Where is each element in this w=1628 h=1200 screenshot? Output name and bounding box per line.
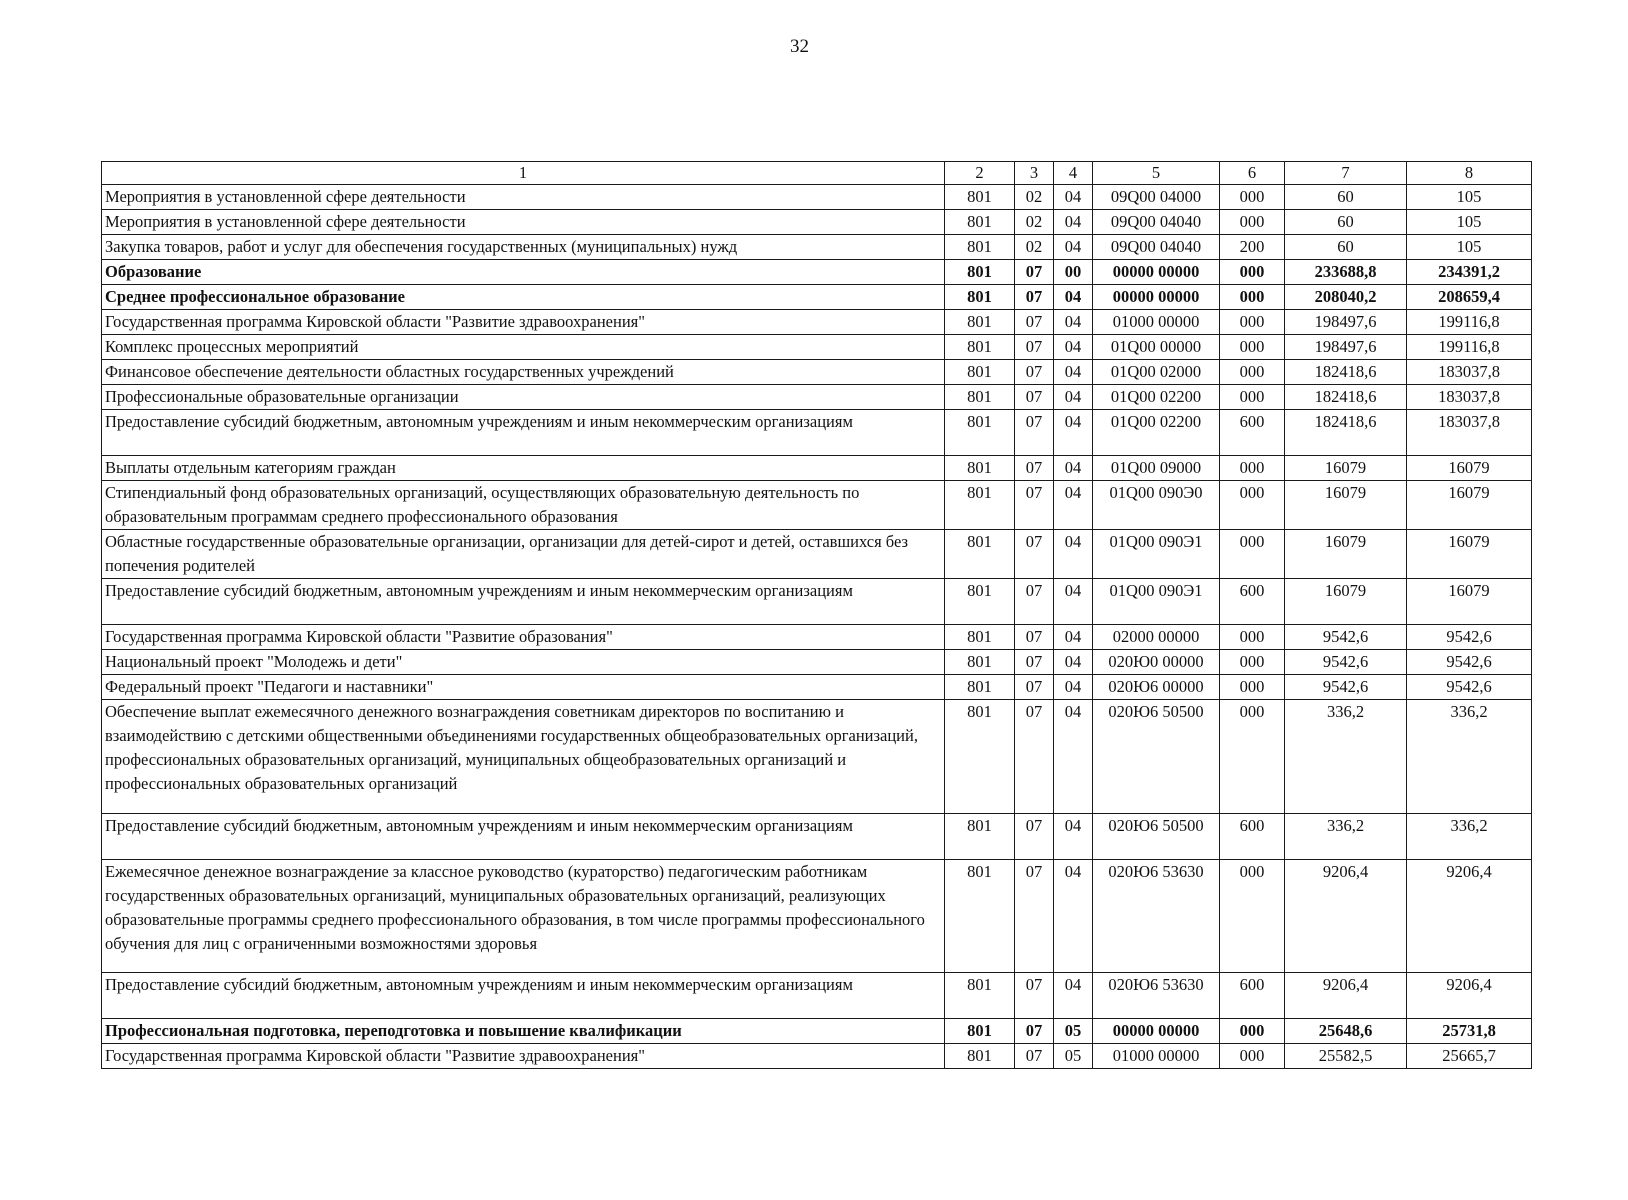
code-subsection-cell: 04 <box>1054 700 1093 814</box>
code-expense-type-cell: 000 <box>1220 530 1285 579</box>
code-subsection-cell: 04 <box>1054 625 1093 650</box>
amount-year1-cell: 9206,4 <box>1285 973 1407 1019</box>
code-subsection-cell: 04 <box>1054 675 1093 700</box>
amount-year1-cell: 60 <box>1285 235 1407 260</box>
code-expense-type-cell: 600 <box>1220 410 1285 456</box>
amount-year2-cell: 9542,6 <box>1407 675 1532 700</box>
amount-year2-cell: 16079 <box>1407 481 1532 530</box>
amount-year2-cell: 234391,2 <box>1407 260 1532 285</box>
code-expense-type-cell: 000 <box>1220 285 1285 310</box>
row-name-cell: Национальный проект "Молодежь и дети" <box>102 650 945 675</box>
code-ministry-cell: 801 <box>945 410 1015 456</box>
row-name-cell: Государственная программа Кировской области "Развитие образования" <box>102 625 945 650</box>
header-cell: 1 <box>102 162 945 185</box>
amount-year1-cell: 198497,6 <box>1285 310 1407 335</box>
amount-year1-cell: 60 <box>1285 210 1407 235</box>
table-row <box>102 260 1532 285</box>
amount-year1-cell: 182418,6 <box>1285 385 1407 410</box>
code-section-cell: 07 <box>1015 335 1054 360</box>
row-name-cell: Стипендиальный фонд образовательных организаций, осуществляющих образовательную деятельность по образовательным программам среднего профессионального образования <box>102 481 945 530</box>
code-target-cell: 09Q00 04040 <box>1093 235 1220 260</box>
amount-year2-cell: 9542,6 <box>1407 625 1532 650</box>
table-row <box>102 1044 1532 1069</box>
code-ministry-cell: 801 <box>945 260 1015 285</box>
code-expense-type-cell: 000 <box>1220 1044 1285 1069</box>
code-target-cell: 020Ю6 00000 <box>1093 675 1220 700</box>
table-row <box>102 335 1532 360</box>
table-row <box>102 700 1532 814</box>
code-expense-type-cell: 600 <box>1220 579 1285 625</box>
code-ministry-cell: 801 <box>945 700 1015 814</box>
amount-year2-cell: 336,2 <box>1407 700 1532 814</box>
table-row <box>102 185 1532 210</box>
code-section-cell: 07 <box>1015 675 1054 700</box>
code-expense-type-cell: 000 <box>1220 260 1285 285</box>
amount-year1-cell: 233688,8 <box>1285 260 1407 285</box>
code-section-cell: 07 <box>1015 410 1054 456</box>
amount-year2-cell: 183037,8 <box>1407 410 1532 456</box>
code-ministry-cell: 801 <box>945 973 1015 1019</box>
code-target-cell: 01000 00000 <box>1093 1044 1220 1069</box>
code-target-cell: 01Q00 00000 <box>1093 335 1220 360</box>
amount-year1-cell: 60 <box>1285 185 1407 210</box>
amount-year2-cell: 105 <box>1407 185 1532 210</box>
table-row <box>102 1019 1532 1044</box>
code-target-cell: 00000 00000 <box>1093 285 1220 310</box>
header-cell: 7 <box>1285 162 1407 185</box>
amount-year2-cell: 199116,8 <box>1407 310 1532 335</box>
code-subsection-cell: 04 <box>1054 360 1093 385</box>
code-target-cell: 01Q00 02200 <box>1093 410 1220 456</box>
code-subsection-cell: 04 <box>1054 210 1093 235</box>
header-cell: 8 <box>1407 162 1532 185</box>
code-section-cell: 07 <box>1015 813 1054 859</box>
amount-year1-cell: 25648,6 <box>1285 1019 1407 1044</box>
code-expense-type-cell: 000 <box>1220 1019 1285 1044</box>
amount-year2-cell: 9542,6 <box>1407 650 1532 675</box>
code-target-cell: 020Ю6 50500 <box>1093 813 1220 859</box>
code-ministry-cell: 801 <box>945 1044 1015 1069</box>
code-ministry-cell: 801 <box>945 310 1015 335</box>
table-row <box>102 481 1532 530</box>
code-expense-type-cell: 000 <box>1220 650 1285 675</box>
code-section-cell: 07 <box>1015 360 1054 385</box>
code-ministry-cell: 801 <box>945 1019 1015 1044</box>
row-name-cell: Областные государственные образовательные организации, организации для детей-сирот и детей, оставшихся без попечения родителей <box>102 530 945 579</box>
code-section-cell: 07 <box>1015 1019 1054 1044</box>
page-number: 32 <box>790 36 809 57</box>
amount-year1-cell: 9542,6 <box>1285 625 1407 650</box>
row-name-cell: Государственная программа Кировской области "Развитие здравоохранения" <box>102 310 945 335</box>
code-section-cell: 02 <box>1015 185 1054 210</box>
code-section-cell: 07 <box>1015 260 1054 285</box>
row-name-cell: Профессиональные образовательные организации <box>102 385 945 410</box>
code-ministry-cell: 801 <box>945 650 1015 675</box>
code-expense-type-cell: 000 <box>1220 625 1285 650</box>
code-expense-type-cell: 000 <box>1220 310 1285 335</box>
amount-year2-cell: 25731,8 <box>1407 1019 1532 1044</box>
row-name-cell: Государственная программа Кировской области "Развитие здравоохранения" <box>102 1044 945 1069</box>
table-header-row <box>102 162 1532 185</box>
row-name-cell: Федеральный проект "Педагоги и наставники" <box>102 675 945 700</box>
table-row <box>102 650 1532 675</box>
amount-year1-cell: 9542,6 <box>1285 675 1407 700</box>
code-target-cell: 01Q00 02000 <box>1093 360 1220 385</box>
amount-year1-cell: 25582,5 <box>1285 1044 1407 1069</box>
code-section-cell: 07 <box>1015 579 1054 625</box>
code-subsection-cell: 04 <box>1054 973 1093 1019</box>
table-row <box>102 285 1532 310</box>
code-expense-type-cell: 200 <box>1220 235 1285 260</box>
row-name-cell: Выплаты отдельным категориям граждан <box>102 456 945 481</box>
code-target-cell: 09Q00 04040 <box>1093 210 1220 235</box>
code-target-cell: 01Q00 09000 <box>1093 456 1220 481</box>
row-name-cell: Профессиональная подготовка, переподготовка и повышение квалификации <box>102 1019 945 1044</box>
header-cell: 3 <box>1015 162 1054 185</box>
code-expense-type-cell: 000 <box>1220 675 1285 700</box>
amount-year2-cell: 199116,8 <box>1407 335 1532 360</box>
code-target-cell: 00000 00000 <box>1093 260 1220 285</box>
code-ministry-cell: 801 <box>945 625 1015 650</box>
amount-year1-cell: 16079 <box>1285 530 1407 579</box>
code-section-cell: 07 <box>1015 530 1054 579</box>
code-ministry-cell: 801 <box>945 210 1015 235</box>
amount-year2-cell: 16079 <box>1407 456 1532 481</box>
code-ministry-cell: 801 <box>945 335 1015 360</box>
table-row <box>102 625 1532 650</box>
code-target-cell: 020Ю6 53630 <box>1093 859 1220 973</box>
code-expense-type-cell: 000 <box>1220 185 1285 210</box>
row-name-cell: Предоставление субсидий бюджетным, автономным учреждениям и иным некоммерческим организациям <box>102 410 945 456</box>
amount-year2-cell: 25665,7 <box>1407 1044 1532 1069</box>
header-cell: 2 <box>945 162 1015 185</box>
row-name-cell: Предоставление субсидий бюджетным, автономным учреждениям и иным некоммерческим организациям <box>102 973 945 1019</box>
amount-year2-cell: 16079 <box>1407 579 1532 625</box>
code-subsection-cell: 04 <box>1054 650 1093 675</box>
code-subsection-cell: 04 <box>1054 385 1093 410</box>
amount-year2-cell: 183037,8 <box>1407 385 1532 410</box>
code-section-cell: 07 <box>1015 385 1054 410</box>
table-row <box>102 675 1532 700</box>
code-ministry-cell: 801 <box>945 579 1015 625</box>
row-name-cell: Обеспечение выплат ежемесячного денежного вознаграждения советникам директоров по воспитанию и взаимодействию с детскими общественными объединениями государственных общеобразовательных организаций, профессиональных образовательных организаций, муниципальных общеобразовательных организаций и профессиональных образовательных организаций <box>102 700 945 814</box>
table-row <box>102 385 1532 410</box>
code-subsection-cell: 04 <box>1054 410 1093 456</box>
amount-year1-cell: 182418,6 <box>1285 360 1407 385</box>
code-subsection-cell: 04 <box>1054 310 1093 335</box>
amount-year2-cell: 105 <box>1407 235 1532 260</box>
code-section-cell: 07 <box>1015 310 1054 335</box>
amount-year1-cell: 336,2 <box>1285 700 1407 814</box>
code-ministry-cell: 801 <box>945 813 1015 859</box>
code-subsection-cell: 00 <box>1054 260 1093 285</box>
code-target-cell: 00000 00000 <box>1093 1019 1220 1044</box>
table-row <box>102 360 1532 385</box>
code-target-cell: 02000 00000 <box>1093 625 1220 650</box>
code-expense-type-cell: 000 <box>1220 481 1285 530</box>
code-ministry-cell: 801 <box>945 285 1015 310</box>
table-row <box>102 310 1532 335</box>
amount-year2-cell: 16079 <box>1407 530 1532 579</box>
row-name-cell: Предоставление субсидий бюджетным, автономным учреждениям и иным некоммерческим организациям <box>102 813 945 859</box>
amount-year1-cell: 9206,4 <box>1285 859 1407 973</box>
code-subsection-cell: 04 <box>1054 285 1093 310</box>
amount-year2-cell: 208659,4 <box>1407 285 1532 310</box>
table-row <box>102 973 1532 1019</box>
code-subsection-cell: 04 <box>1054 813 1093 859</box>
table-row <box>102 410 1532 456</box>
amount-year1-cell: 336,2 <box>1285 813 1407 859</box>
code-section-cell: 07 <box>1015 973 1054 1019</box>
code-expense-type-cell: 000 <box>1220 210 1285 235</box>
code-target-cell: 01Q00 090Э0 <box>1093 481 1220 530</box>
header-cell: 5 <box>1093 162 1220 185</box>
code-ministry-cell: 801 <box>945 675 1015 700</box>
code-ministry-cell: 801 <box>945 235 1015 260</box>
code-expense-type-cell: 000 <box>1220 385 1285 410</box>
amount-year1-cell: 208040,2 <box>1285 285 1407 310</box>
code-expense-type-cell: 000 <box>1220 859 1285 973</box>
code-subsection-cell: 04 <box>1054 456 1093 481</box>
code-subsection-cell: 05 <box>1054 1044 1093 1069</box>
code-ministry-cell: 801 <box>945 530 1015 579</box>
table-row <box>102 210 1532 235</box>
amount-year2-cell: 9206,4 <box>1407 859 1532 973</box>
code-ministry-cell: 801 <box>945 859 1015 973</box>
code-target-cell: 020Ю0 00000 <box>1093 650 1220 675</box>
code-section-cell: 07 <box>1015 456 1054 481</box>
code-target-cell: 01000 00000 <box>1093 310 1220 335</box>
code-section-cell: 07 <box>1015 285 1054 310</box>
row-name-cell: Образование <box>102 260 945 285</box>
code-ministry-cell: 801 <box>945 385 1015 410</box>
row-name-cell: Мероприятия в установленной сфере деятельности <box>102 210 945 235</box>
code-section-cell: 07 <box>1015 700 1054 814</box>
amount-year1-cell: 16079 <box>1285 481 1407 530</box>
code-expense-type-cell: 600 <box>1220 813 1285 859</box>
code-section-cell: 07 <box>1015 625 1054 650</box>
amount-year2-cell: 183037,8 <box>1407 360 1532 385</box>
code-subsection-cell: 04 <box>1054 579 1093 625</box>
code-subsection-cell: 04 <box>1054 185 1093 210</box>
code-target-cell: 020Ю6 50500 <box>1093 700 1220 814</box>
table-row <box>102 530 1532 579</box>
amount-year1-cell: 198497,6 <box>1285 335 1407 360</box>
amount-year2-cell: 336,2 <box>1407 813 1532 859</box>
row-name-cell: Финансовое обеспечение деятельности областных государственных учреждений <box>102 360 945 385</box>
row-name-cell: Ежемесячное денежное вознаграждение за классное руководство (кураторство) педагогическим работникам государственных образовательных организаций, муниципальных образовательных организаций, реализующих образовательные программы среднего профессионального образования, в том числе программы профессионального обучения для лиц с ограниченными возможностями здоровья <box>102 859 945 973</box>
code-section-cell: 07 <box>1015 859 1054 973</box>
code-target-cell: 020Ю6 53630 <box>1093 973 1220 1019</box>
code-subsection-cell: 04 <box>1054 530 1093 579</box>
amount-year1-cell: 16079 <box>1285 456 1407 481</box>
table-row <box>102 579 1532 625</box>
table-body <box>102 185 1532 1069</box>
row-name-cell: Мероприятия в установленной сфере деятельности <box>102 185 945 210</box>
budget-table <box>101 161 1532 1069</box>
code-ministry-cell: 801 <box>945 185 1015 210</box>
amount-year1-cell: 182418,6 <box>1285 410 1407 456</box>
code-section-cell: 02 <box>1015 210 1054 235</box>
code-expense-type-cell: 000 <box>1220 456 1285 481</box>
code-subsection-cell: 04 <box>1054 859 1093 973</box>
code-subsection-cell: 04 <box>1054 235 1093 260</box>
code-target-cell: 01Q00 090Э1 <box>1093 530 1220 579</box>
code-expense-type-cell: 000 <box>1220 335 1285 360</box>
amount-year1-cell: 16079 <box>1285 579 1407 625</box>
code-expense-type-cell: 600 <box>1220 973 1285 1019</box>
code-ministry-cell: 801 <box>945 360 1015 385</box>
code-subsection-cell: 05 <box>1054 1019 1093 1044</box>
code-subsection-cell: 04 <box>1054 481 1093 530</box>
code-section-cell: 02 <box>1015 235 1054 260</box>
code-expense-type-cell: 000 <box>1220 360 1285 385</box>
code-section-cell: 07 <box>1015 650 1054 675</box>
row-name-cell: Комплекс процессных мероприятий <box>102 335 945 360</box>
code-ministry-cell: 801 <box>945 456 1015 481</box>
amount-year1-cell: 9542,6 <box>1285 650 1407 675</box>
table-row <box>102 456 1532 481</box>
code-target-cell: 09Q00 04000 <box>1093 185 1220 210</box>
table-row <box>102 235 1532 260</box>
amount-year2-cell: 105 <box>1407 210 1532 235</box>
code-section-cell: 07 <box>1015 481 1054 530</box>
amount-year2-cell: 9206,4 <box>1407 973 1532 1019</box>
table-row <box>102 813 1532 859</box>
code-target-cell: 01Q00 02200 <box>1093 385 1220 410</box>
row-name-cell: Предоставление субсидий бюджетным, автономным учреждениям и иным некоммерческим организациям <box>102 579 945 625</box>
row-name-cell: Закупка товаров, работ и услуг для обеспечения государственных (муниципальных) нужд <box>102 235 945 260</box>
code-section-cell: 07 <box>1015 1044 1054 1069</box>
code-target-cell: 01Q00 090Э1 <box>1093 579 1220 625</box>
table-row <box>102 859 1532 973</box>
code-subsection-cell: 04 <box>1054 335 1093 360</box>
row-name-cell: Среднее профессиональное образование <box>102 285 945 310</box>
code-expense-type-cell: 000 <box>1220 700 1285 814</box>
header-cell: 4 <box>1054 162 1093 185</box>
code-ministry-cell: 801 <box>945 481 1015 530</box>
header-cell: 6 <box>1220 162 1285 185</box>
